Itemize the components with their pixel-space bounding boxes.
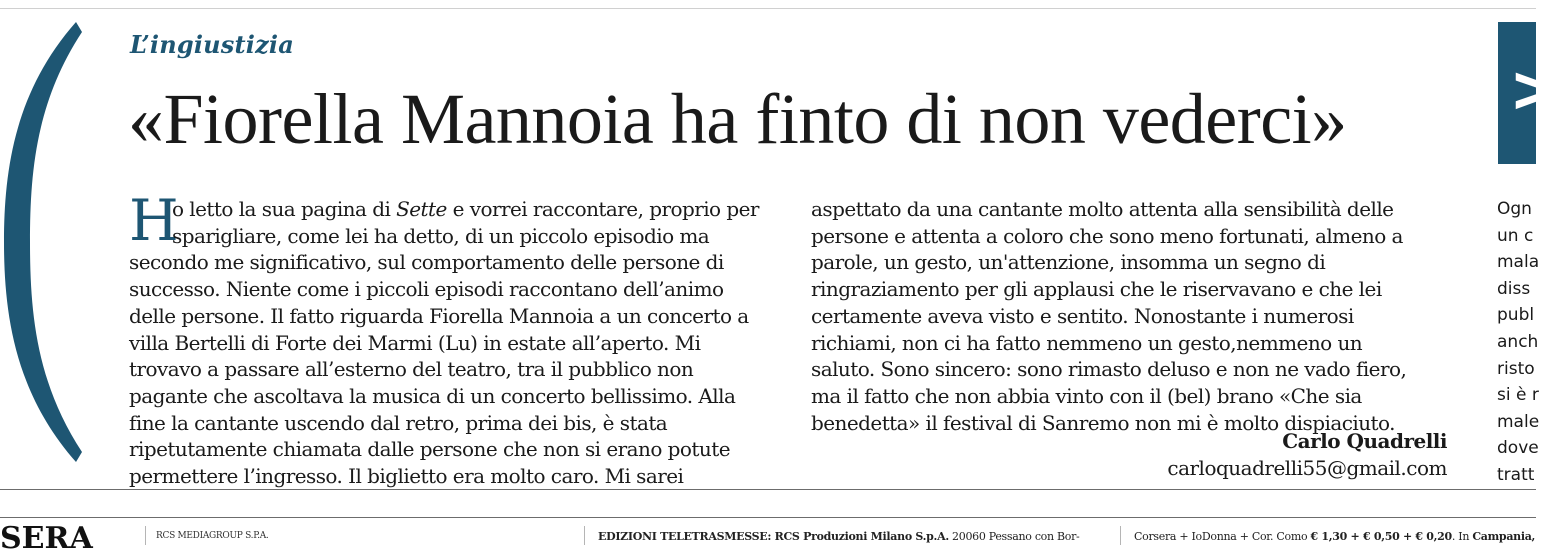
body-line: anch — [1497, 331, 1539, 352]
body-line: mala — [1497, 252, 1540, 273]
body-line: publ — [1497, 305, 1535, 326]
editions-address: 20060 Pessano con Bor- — [948, 530, 1080, 543]
body-line: delle persone. Il fatto riguarda Fiorella Mannoia a un concerto a — [129, 303, 749, 328]
drop-cap: H — [129, 188, 179, 254]
adjacent-article-column — [1497, 196, 1540, 489]
body-line: Ogn — [1497, 199, 1532, 219]
body-line: saluto. Sono sincero: sono rimasto deluso e non ne vado fiero, — [811, 357, 1407, 382]
article-kicker: L’ingiustizia — [130, 30, 295, 59]
body-line: male — [1497, 411, 1540, 432]
opening-parenthesis-graphic — [0, 22, 84, 462]
editions-notice — [598, 530, 1079, 543]
price-region: Campania, — [1472, 530, 1536, 543]
body-line: fine la cantante uscendo dal retro, prima dei bis, è stata — [129, 410, 668, 435]
author-email: carloquadrelli55@gmail.com — [1167, 456, 1447, 480]
footer-divider — [584, 526, 585, 545]
body-line: secondo me significativo, sul comportamento delle persone di — [129, 250, 724, 275]
magazine-name: Sette — [396, 197, 447, 221]
body-line — [129, 196, 789, 223]
body-text: o letto la sua pagina di — [172, 197, 397, 221]
body-line: diss — [1497, 278, 1531, 299]
body-line: villa Bertelli di Forte dei Marmi (Lu) in estate all’aperto. Mi — [129, 330, 701, 355]
body-line: ma il fatto che non abbia vinto con il (bel) brano «Che sia — [811, 383, 1362, 408]
body-text: e vorrei raccontare, proprio per — [446, 197, 759, 221]
article-headline: «Fiorella Mannoia ha finto di non vederci» — [128, 79, 1347, 159]
body-line: ringraziamento per gli applausi che le riservavano e che lei — [811, 277, 1382, 302]
article-column-2 — [811, 196, 1466, 436]
editions-label: EDIZIONI TELETRASMESSE: RCS Produzioni Milano S.p.A. — [598, 530, 949, 543]
body-line: permettere l’ingresso. Il biglietto era molto caro. Mi sarei — [129, 464, 684, 489]
footer-divider — [145, 526, 146, 545]
footer-divider — [1120, 526, 1121, 545]
body-line: un c — [1497, 225, 1534, 246]
body-line: trovavo a passare all’esterno del teatro, tra il pubblico non — [129, 357, 694, 382]
body-line: persone e attenta a coloro che sono meno fortunati, almeno a — [811, 223, 1403, 248]
publisher-name: RCS MEDIAGROUP S.P.A. — [156, 531, 269, 541]
body-line: ripetutamente chiamata dalle persone che non si erano potute — [129, 437, 730, 462]
article-column-1 — [129, 188, 789, 490]
body-line: benedetta» il festival di Sanremo non mi è molto dispiaciuto. — [811, 410, 1395, 435]
masthead-logo: SERA — [0, 521, 93, 556]
body-line: pagante che ascoltava la musica di un concerto bellissimo. Alla — [129, 383, 736, 408]
body-line: dove — [1497, 438, 1539, 459]
author-name: Carlo Quadrelli — [1282, 429, 1447, 453]
price-values: € 1,30 + € 0,50 + € 0,20 — [1310, 530, 1452, 543]
footer-rule-bottom — [0, 517, 1536, 518]
body-line: parole, un gesto, un'attenzione, insomma un segno di — [811, 250, 1326, 275]
body-line: sparigliare, come lei ha detto, di un piccolo episodio ma — [172, 223, 710, 248]
price-notice — [1134, 530, 1535, 543]
body-line: tratt — [1497, 464, 1535, 485]
footer-rule-top — [0, 489, 1536, 490]
body-line: si è r — [1497, 385, 1539, 406]
price-products: Corsera + IoDonna + Cor. Como — [1134, 530, 1311, 543]
top-rule — [0, 8, 1536, 9]
body-line: successo. Niente come i piccoli episodi raccontano dell’animo — [129, 277, 724, 302]
body-line: certamente aveva visto e sentito. Nonostante i numerosi — [811, 303, 1354, 328]
body-line: richiami, non ci ha fatto nemmeno un gesto,nemmeno un — [811, 330, 1363, 355]
body-line: aspettato da una cantante molto attenta alla sensibilità delle — [811, 197, 1394, 221]
quote-mark-icon: > — [1509, 53, 1563, 127]
body-line: risto — [1497, 358, 1535, 379]
price-connector: . In — [1451, 530, 1473, 543]
